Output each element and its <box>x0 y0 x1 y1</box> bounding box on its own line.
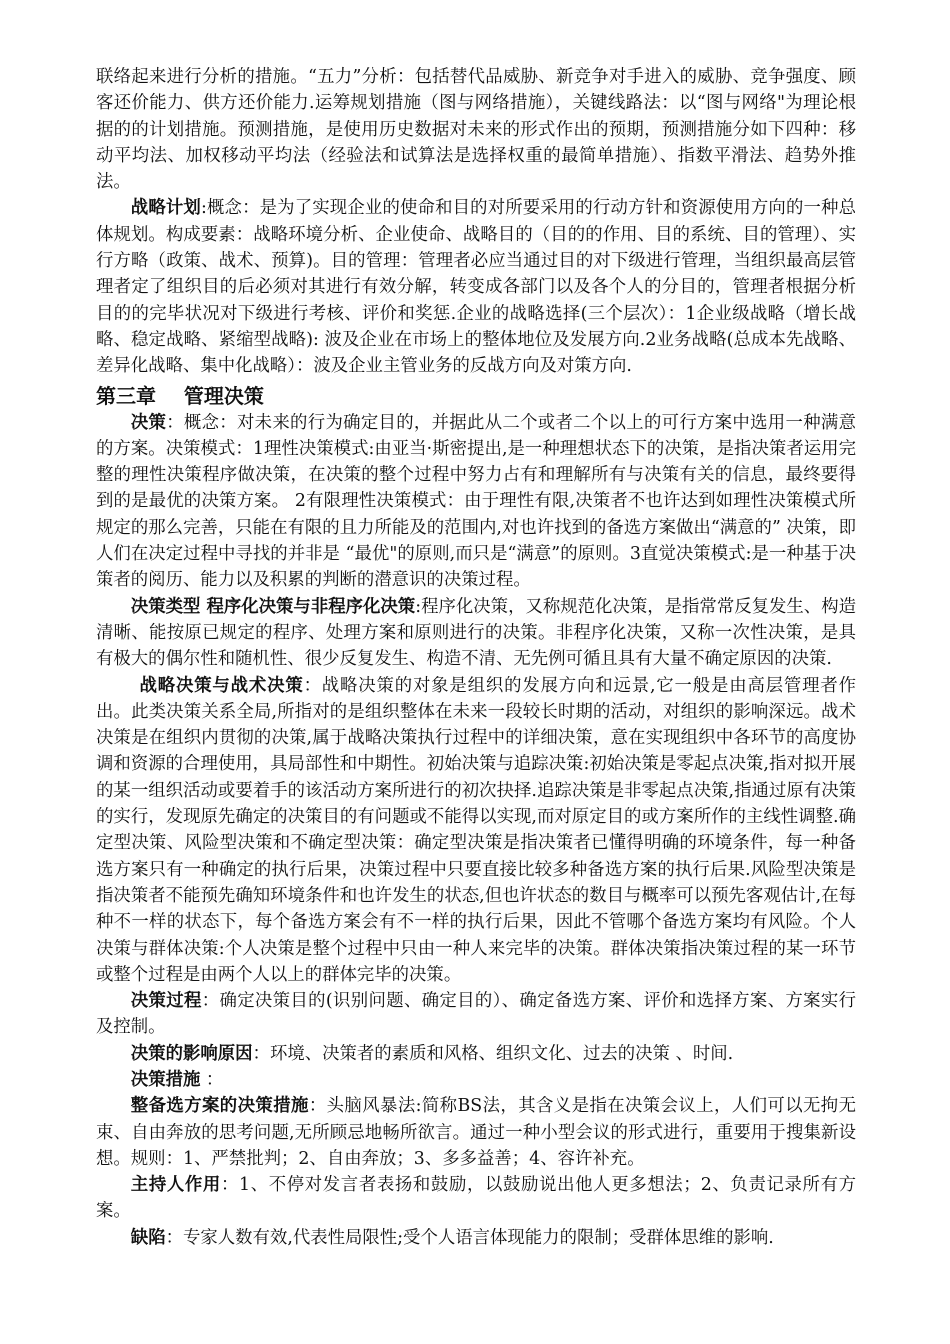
paragraph-text: ：专家人数有效,代表性局限性;受个人语言体现能力的限制；受群体思维的影响. <box>165 1227 774 1248</box>
paragraph-intro <box>96 64 856 195</box>
term-heading: 整备选方案的决策措施 <box>130 1096 309 1117</box>
term-heading: 决策的影响原因 <box>130 1043 253 1064</box>
paragraph-text: ：战略决策的对象是组织的发展方向和远景,它一般是由高层管理者作出。此类决策关系全局,所指对的是组织整体在未来一段较长时期的活动，对组织的影响深远。战术决策是在组织内贯彻的决策,属于战略决策执行过程中的详细决策，意在实现组织中各环节的高度协调和资源的合理使用，具局部性和中期性。初始决策与追踪决策:初始决策是零起点决策,指对拟开展的某一组织活动或要着手的该活动方案所进行的初次抉择.追踪决策是非零起点决策,指通过原有决策的实行，发现原先确定的决策目的有问题或不能得以实现,而对原定目的或方案所作的主线性调整.确定型决策、风险型决策和不确定型决策：确定型决策是指决策者已懂得明确的环境条件，每一种备选方案只有一种确定的执行后果，决策过程中只要直接比较多种备选方案的执行后果.风险型决策是指决策者不能预先确知环境条件和也许发生的状态,但也许状态的数目与概率可以预先客观估计,在每种不一样的状态下，每个备选方案会有不一样的执行后果，因此不管哪个备选方案均有风险。个人决策与群体决策:个人决策是整个过程中只由一种人来完毕的决策。群体决策指决策过程的某一环节或整个过程是由两个人以上的群体完毕的决策。 <box>96 675 856 985</box>
term-heading: 决策类型 程序化决策与非程序化决策 <box>130 596 416 617</box>
paragraph-text: :概念：是为了实现企业的使命和目的对所要采用的行动方针和资源使用方向的一种总体规划。构成要素：战略环境分析、企业使命、战略目的（目的的作用、目的系统、目的管理）、实行方略（政策、战术、预算)。目的管理：管理者必应当通过目的对下级进行管理，当组织最高层管理者定了组织目的后必须对其进行有效分解，转变成各部门以及各个人的分目的，管理者根据分析目的的完毕状况对下级进行考核、评价和奖惩.企业的战略选择(三个层次）：1企业级战略（增长战略、稳定战略、紧缩型战略): 波及企业在市场上的整体地位及发展方向.2业务战略(总成本先战略、差异化战略、集中化战略）：波及企业主管业务的反战方向及对策方向. <box>96 198 856 377</box>
document-page <box>96 64 856 1251</box>
term-heading: 主持人作用 <box>130 1175 221 1196</box>
paragraph-decision-process <box>96 988 856 1041</box>
term-heading: 缺陷 <box>130 1227 166 1248</box>
chapter-heading: 第三章 管理决策 <box>96 383 264 408</box>
paragraph-decision-factors <box>96 1041 856 1067</box>
paragraph-text: ：环境、决策者的素质和风格、组织文化、过去的决策 、时间. <box>252 1043 734 1064</box>
paragraph-decision-methods <box>96 1067 856 1093</box>
paragraph-text: ：概念：对未来的行为确定目的，并据此从二个或者二个以上的可行方案中选用一种满意的方案。决策模式：1理性决策模式:由亚当·斯密提出,是一种理想状态下的决策，是指决策者运用完整的理性决策程序做决策，在决策的整个过程中努力占有和理解所有与决策有关的信息，最终要得到的是最优的决策方案。 2有限理性决策模式：由于理性有限,决策者不也许达到如理性决策模式所规定的那么完善，只能在有限的且力所能及的范围内,对也许找到的备选方案做出“满意的” 决策，即人们在决定过程中寻找的并非是 “最优"的原则,而只是“满意”的原则。3直觉决策模式:是一种基于决策者的阅历、能力以及积累的判断的潜意识的决策过程。 <box>96 412 856 591</box>
paragraph-brainstorming <box>96 1093 856 1172</box>
term-heading: 决策过程 <box>130 991 202 1012</box>
paragraph-decision-types <box>96 594 856 673</box>
term-heading: 战略计划 <box>130 198 201 219</box>
paragraph-text: ：1、不停对发言者表扬和鼓励，以鼓励说出他人更多想法；2、负责记录所有方案。 <box>96 1175 856 1222</box>
paragraph-decision <box>96 410 856 594</box>
paragraph-text: ：头脑风暴法:简称BS法，其含义是指在决策会议上，人们可以无拘无束、自由奔放的思考问题,无所顾忌地畅所欲言。通过一种小型会议的形式进行，重要用于搜集新设想。规则：1、严禁批判；2、自由奔放；3、多多益善；4、容许补充。 <box>96 1096 856 1169</box>
paragraph-text: :程序化决策，又称规范化决策，是指常常反复发生、构造清晰、能按原已规定的程序、处理方案和原则进行的决策。非程序化决策，又称一次性决策，是具有极大的偶尔性和随机性、很少反复发生、构造不清、无先例可循且具有大量不确定原因的决策. <box>96 596 856 670</box>
term-heading: 战略决策与战术决策 <box>139 675 304 696</box>
paragraph-strategic-tactical <box>96 673 856 989</box>
paragraph-drawbacks <box>96 1225 856 1251</box>
term-heading: 决策 <box>130 412 167 433</box>
paragraph-text: ： <box>200 1069 224 1090</box>
paragraph-strategic-plan <box>96 195 856 379</box>
paragraph-text: ：确定决策目的(识别问题、确定目的）、确定备选方案、评价和选择方案、方案实行及控制。 <box>96 991 856 1038</box>
term-heading: 决策措施 <box>130 1069 201 1090</box>
paragraph-host-role <box>96 1172 856 1225</box>
paragraph-text: 联络起来进行分析的措施。“五力”分析：包括替代品威胁、新竞争对手进入的威胁、竞争强度、顾客还价能力、供方还价能力.运筹规划措施（图与网络措施），关键线路法：以“图与网络"为理论根据的的计划措施。预测措施，是使用历史数据对未来的形式作出的预期，预测措施分如下四种：移动平均法、加权移动平均法（经验法和试算法是选择权重的最简单措施）、指数平滑法、趋势外推法。 <box>96 67 856 193</box>
